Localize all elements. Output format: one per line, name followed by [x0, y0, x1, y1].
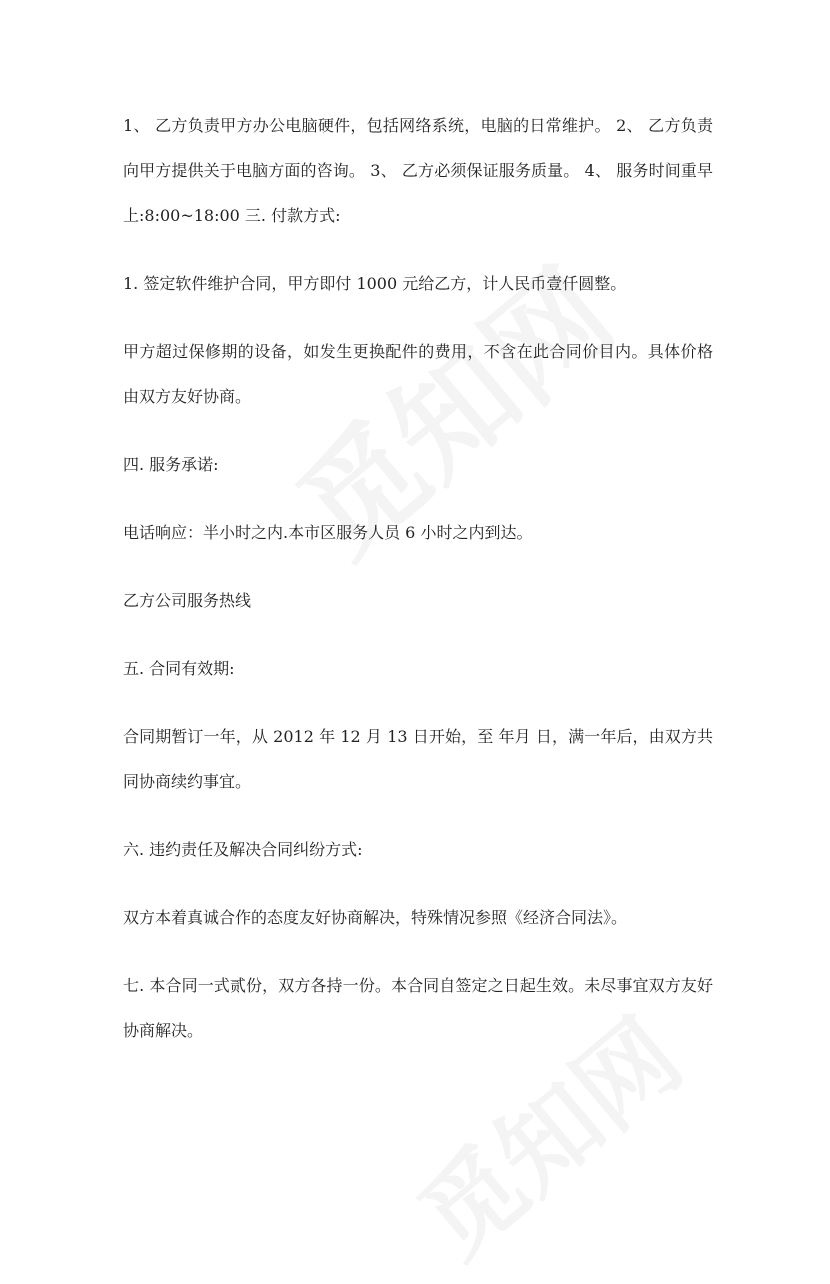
heading-contract-validity: 五. 合同有效期:	[123, 659, 235, 678]
paragraph-parts-cost: 甲方超过保修期的设备，如发生更换配件的费用，不含在此合同价目内。具体价格由双方友好协商。	[123, 342, 713, 406]
paragraph-response-time: 电话响应：半小时之内.本市区服务人员 6 小时之内到达。	[123, 523, 533, 542]
paragraph-service-scope: 1、 乙方负责甲方办公电脑硬件，包括网络系统，电脑的日常维护。 2、 乙方负责向甲方提供关于电脑方面的咨询。 3、 乙方必须保证服务质量。 4、 服务时间重早上:8:00~18:00 三. 付款方式:	[123, 116, 713, 225]
paragraph-payment: 1. 签定软件维护合同，甲方即付 1000 元给乙方，计人民币壹仟圆整。	[123, 274, 627, 293]
paragraph-hotline: 乙方公司服务热线	[123, 591, 252, 610]
heading-breach-dispute: 六. 违约责任及解决合同纠纷方式:	[123, 840, 363, 859]
paragraph-dispute-resolution: 双方本着真诚合作的态度友好协商解决，特殊情况参照《经济合同法》。	[123, 908, 628, 927]
paragraph-contract-term: 合同期暂订一年，从 2012 年 12 月 13 日开始，至 年月 日，满一年后，由双方共同协商续约事宜。	[123, 727, 713, 791]
paragraph-copies: 七. 本合同一式贰份，双方各持一份。本合同自签定之日起生效。未尽事宜双方友好协商解决。	[123, 976, 713, 1040]
document-body	[123, 103, 713, 1076]
heading-service-commitment: 四. 服务承诺:	[123, 455, 219, 474]
